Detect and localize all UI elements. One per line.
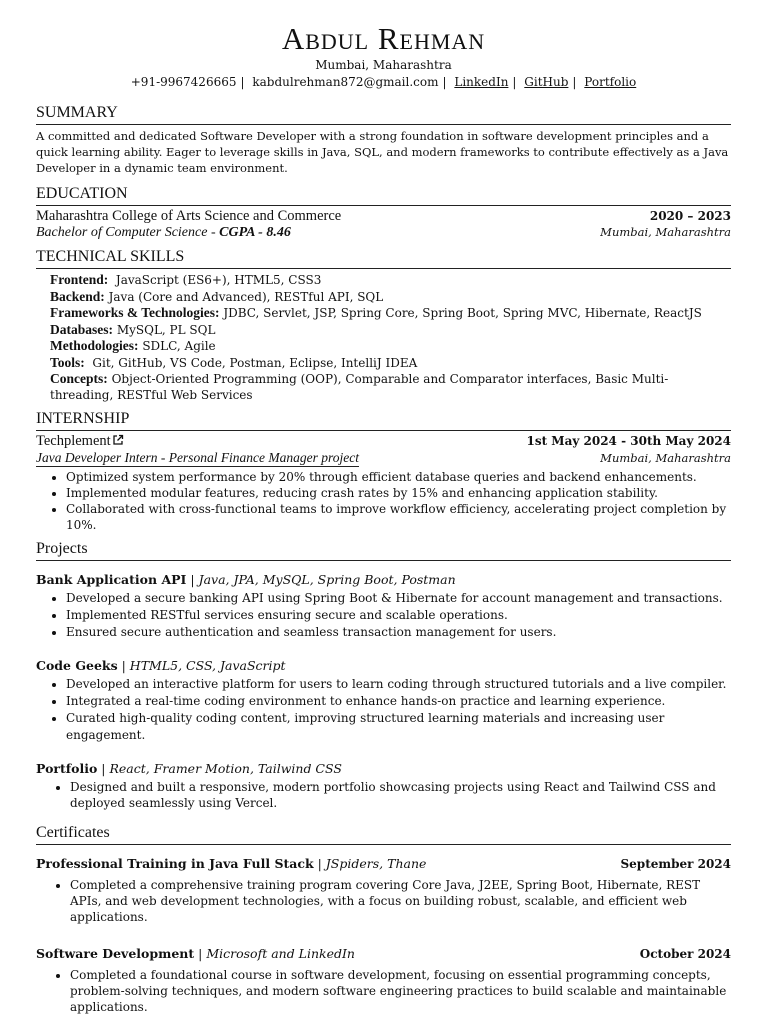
project-entry: Code Geeks | HTML5, CSS, JavaScript xyxy=(36,658,286,673)
phone-number: +91-9967426665 xyxy=(130,75,237,89)
project-name: Portfolio xyxy=(36,761,98,776)
skill-row xyxy=(50,371,731,403)
internship-dates: 1st May 2024 - 30th May 2024 xyxy=(526,434,731,448)
portfolio-link[interactable]: Portfolio xyxy=(584,75,637,89)
email-address: kabdulrehman872@gmail.com xyxy=(252,75,439,89)
certificate-name: Software Development xyxy=(36,946,195,961)
list-item: • Designed and built a responsive, modern portfolio showcasing projects using React and Tailwind CSS and deployed seamlessly using Vercel. xyxy=(70,779,731,811)
skill-value: JDBC, Servlet, JSP, Spring Core, Spring Boot, Spring MVC, Hibernate, ReactJS xyxy=(223,306,702,320)
list-item: • Curated high-quality coding content, improving structured learning materials and increasing user engagement. xyxy=(66,710,731,744)
internship-heading: INTERNSHIP xyxy=(36,409,731,431)
skills-heading: TECHNICAL SKILLS xyxy=(36,247,731,269)
skill-value: SDLC, Agile xyxy=(142,339,216,353)
skill-key: Frameworks & Technologies: xyxy=(50,305,220,320)
certificate-org: Microsoft and LinkedIn xyxy=(206,946,355,961)
certificate-row xyxy=(36,855,731,873)
list-item: • Completed a foundational course in software development, focusing on essential programming concepts, problem-solving techniques, and modern software engineering practices to build scalable and maintainable applications. xyxy=(70,967,731,1015)
candidate-location: Mumbai, Maharashtra xyxy=(315,58,452,72)
certificate-date: September 2024 xyxy=(620,857,731,871)
skill-key: Frontend: xyxy=(50,272,109,287)
skill-key: Methodologies: xyxy=(50,338,139,353)
project-bullets xyxy=(36,779,731,811)
github-link[interactable]: GitHub xyxy=(524,75,569,89)
project-tech: React, Framer Motion, Tailwind CSS xyxy=(109,761,342,776)
skill-key: Concepts: xyxy=(50,371,108,386)
summary-text: A committed and dedicated Software Developer with a strong foundation in software development principles and a quick learning ability. Eager to leverage skills in Java, SQL, and modern frameworks to contribute effectively as a Java Developer in a dynamic team environment. xyxy=(36,129,729,175)
project-entry: Bank Application API | Java, JPA, MySQL, Spring Boot, Postman xyxy=(36,572,456,587)
education-dates: 2020 – 2023 xyxy=(649,209,731,223)
external-link-icon[interactable] xyxy=(112,434,124,446)
internship-place: Mumbai, Maharashtra xyxy=(600,451,731,465)
project-bullets xyxy=(36,676,731,744)
list-item: • Collaborated with cross-functional teams to improve workflow efficiency, accelerating project completion by 10%. xyxy=(66,501,731,533)
company-name-group xyxy=(36,433,124,450)
candidate-name: Abdul Rehman xyxy=(281,21,486,56)
company-name: Techplement xyxy=(36,433,111,449)
skill-key: Tools: xyxy=(50,354,85,370)
skill-row xyxy=(50,289,731,306)
project-tech: HTML5, CSS, JavaScript xyxy=(129,658,286,673)
resume-page xyxy=(36,0,731,1015)
certificate-row xyxy=(36,945,731,963)
list-item: • Completed a comprehensive training program covering Core Java, J2EE, Spring Boot, Hibernate, REST APIs, and web development technologies, with a focus on building robust, scalable, and efficient web applications. xyxy=(70,877,731,925)
education-heading: EDUCATION xyxy=(36,184,731,206)
skill-row xyxy=(50,305,731,322)
internship-role: Java Developer Intern - Personal Finance Manager project xyxy=(36,450,360,465)
skill-row xyxy=(50,338,731,355)
skill-key: Backend: xyxy=(50,288,105,304)
education-place: Mumbai, Maharashtra xyxy=(600,225,731,239)
skill-value: MySQL, PL SQL xyxy=(116,322,216,337)
skill-row xyxy=(50,322,731,339)
certificate-name: Professional Training in Java Full Stack xyxy=(36,856,314,871)
degree-name: Bachelor of Computer Science - xyxy=(36,225,220,240)
cgpa: CGPA - 8.46 xyxy=(219,225,291,240)
list-item: • Implemented modular features, reducing crash rates by 15% and enhancing application stability. xyxy=(66,485,731,501)
internship-role-row xyxy=(36,450,731,467)
education-row xyxy=(36,208,731,225)
skills-list xyxy=(36,272,731,403)
list-item: • Developed an interactive platform for users to learn coding through structured tutorials and a live compiler. xyxy=(66,676,731,693)
list-item: • Integrated a real-time coding environment to enhance hands-on practice and learning experience. xyxy=(66,693,731,710)
certificates-heading: Certificates xyxy=(36,823,731,845)
certificate-date: October 2024 xyxy=(639,947,731,961)
certificate-title: Professional Training in Java Full Stack | JSpiders, Thane xyxy=(36,856,427,871)
list-item: • Optimized system performance by 20% through efficient database queries and backend enhancements. xyxy=(66,469,731,485)
skill-key: Databases: xyxy=(50,321,113,337)
certificate-org: JSpiders, Thane xyxy=(325,856,427,871)
list-item: • Implemented RESTful services ensuring secure and scalable operations. xyxy=(66,607,731,624)
school-name: Maharashtra College of Arts Science and Commerce xyxy=(36,208,342,224)
summary-heading: SUMMARY xyxy=(36,103,731,125)
list-item: • Ensured secure authentication and seamless transaction management for users. xyxy=(66,624,731,641)
certificate-bullets xyxy=(36,967,731,1015)
skill-value: Object-Oriented Programming (OOP), Comparable and Comparator interfaces, Basic Multi-threading, RESTful Web Services xyxy=(50,372,669,402)
project-entry: Portfolio | React, Framer Motion, Tailwind CSS xyxy=(36,761,342,776)
skill-value: JavaScript (ES6+), HTML5, CSS3 xyxy=(115,273,322,287)
internship-row xyxy=(36,433,731,450)
project-name: Code Geeks xyxy=(36,658,118,673)
linkedin-link[interactable]: LinkedIn xyxy=(454,75,509,89)
skill-value: Git, GitHub, VS Code, Postman, Eclipse, IntelliJ IDEA xyxy=(92,355,418,370)
list-item: • Developed a secure banking API using Spring Boot & Hibernate for account management and transactions. xyxy=(66,590,731,607)
projects-heading: Projects xyxy=(36,539,731,561)
internship-bullets xyxy=(36,469,731,533)
skill-value: Java (Core and Advanced), RESTful API, SQL xyxy=(108,289,384,304)
certificate-bullets xyxy=(36,877,731,925)
project-name: Bank Application API xyxy=(36,572,187,587)
skill-row xyxy=(50,355,731,372)
contact-line: +91-9967426665 | kabdulrehman872@gmail.com | LinkedIn | GitHub | Portfolio xyxy=(130,75,637,89)
skill-row xyxy=(50,272,731,289)
degree-row xyxy=(36,225,731,241)
certificate-title: Software Development | Microsoft and LinkedIn xyxy=(36,946,355,961)
degree-text xyxy=(36,225,291,241)
project-bullets xyxy=(36,590,731,641)
project-tech: Java, JPA, MySQL, Spring Boot, Postman xyxy=(198,572,456,587)
